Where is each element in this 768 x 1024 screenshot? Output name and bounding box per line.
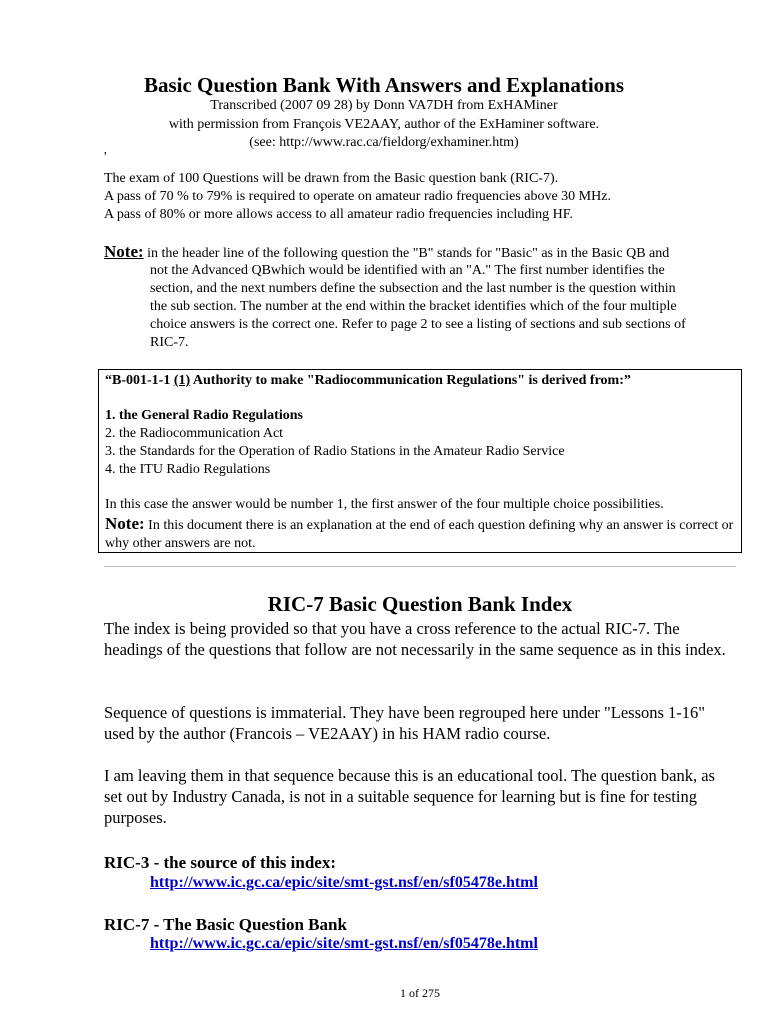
- intro-pass-80: A pass of 80% or more allows access to all amateur radio frequencies including HF.: [104, 207, 573, 222]
- answer-explanation: In this case the answer would be number 1, the first answer of the four multiple choice possibilities.: [105, 497, 664, 512]
- option-4: 4. the ITU Radio Regulations: [105, 462, 271, 477]
- note-line-1: in the header line of the following question the "B" stands for "Basic" as in the Basic QB and: [147, 246, 670, 261]
- stray-mark: ': [104, 150, 107, 165]
- index-paragraph-1: The index is being provided so that you have a cross reference to the actual RIC-7. The headings of the questions that follow are not necessarily in the same sequence as in this index.: [104, 619, 726, 659]
- ric3-label: RIC-3 - the source of this index:: [104, 853, 337, 872]
- note-label: Note:: [104, 242, 144, 261]
- transcription-credit: Transcribed (2007 09 28) by Donn VA7DH from ExHAMiner: [210, 98, 558, 113]
- page-title: Basic Question Bank With Answers and Explanations: [143, 73, 625, 97]
- intro-exam-count: The exam of 100 Questions will be drawn from the Basic question bank (RIC-7).: [104, 171, 559, 186]
- index-paragraph-3: I am leaving them in that sequence because this is an educational tool. The question bank, as set out by Industry Canada, is not in a suitable sequence for learning but is fine for testing purposes.: [104, 766, 715, 827]
- note-paragraph: [104, 243, 729, 263]
- note-line-6: RIC-7.: [150, 335, 189, 350]
- page-number: 1 of 275: [400, 986, 440, 1000]
- intro-pass-70: A pass of 70 % to 79% is required to operate on amateur radio frequencies above 30 MHz.: [104, 189, 611, 204]
- option-2: 2. the Radiocommunication Act: [105, 426, 284, 441]
- section-divider: [104, 566, 736, 567]
- permission-credit: with permission from François VE2AAY, author of the ExHaminer software.: [168, 117, 600, 132]
- note-line-3: section, and the next numbers define the subsection and the last number is the question within: [150, 281, 676, 296]
- box-note: [105, 515, 735, 553]
- answer-key: (1): [173, 373, 191, 388]
- note-line-4: the sub section. The number at the end within the bracket identifies which of the four multiple: [150, 299, 677, 314]
- option-3: 3. the Standards for the Operation of Radio Stations in the Amateur Radio Service: [105, 444, 565, 459]
- source-reference: (see: http://www.rac.ca/fieldorg/exhaminer.htm): [249, 135, 519, 150]
- ric3-link[interactable]: http://www.ic.gc.ca/epic/site/smt-gst.nsf/en/sf05478e.html: [150, 874, 538, 891]
- question-text: Authority to make "Radiocommunication Regulations" is derived from:”: [190, 373, 631, 388]
- index-paragraph-2: Sequence of questions is immaterial. They have been regrouped here under "Lessons 1-16" used by the author (Francois – VE2AAY) in his HAM radio course.: [104, 703, 706, 743]
- ric7-label: RIC-7 - The Basic Question Bank: [104, 915, 347, 934]
- option-1: 1. the General Radio Regulations: [105, 408, 303, 423]
- box-note-label: Note:: [105, 514, 145, 533]
- note-line-2: not the Advanced QBwhich would be identified with an "A." The first number identifies the: [150, 263, 665, 278]
- ric7-link[interactable]: http://www.ic.gc.ca/epic/site/smt-gst.nsf/en/sf05478e.html: [150, 935, 538, 952]
- box-note-text: In this document there is an explanation at the end of each question defining why an answer is correct or why other answers are not.: [105, 518, 734, 551]
- example-question: [105, 373, 631, 389]
- note-line-5: choice answers is the correct one. Refer to page 2 to see a listing of sections and sub sections of: [150, 317, 686, 332]
- question-id: “B-001-1-1: [105, 373, 174, 388]
- example-question-box: [98, 369, 742, 553]
- index-title: RIC-7 Basic Question Bank Index: [267, 592, 573, 616]
